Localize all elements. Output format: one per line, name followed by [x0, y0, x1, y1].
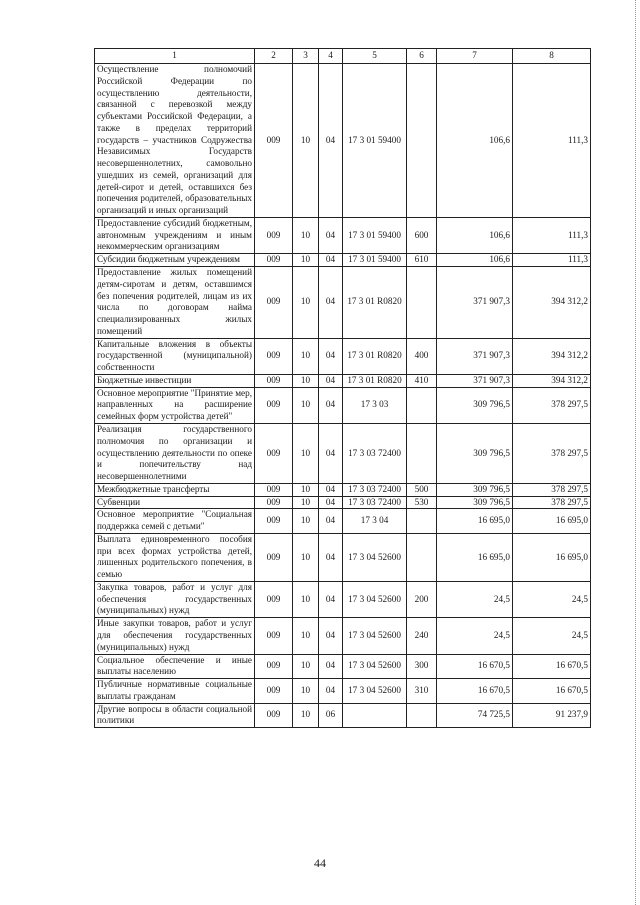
target-article-cell: 17 3 04 52600 — [343, 618, 407, 654]
amount-year2-cell: 111,3 — [513, 254, 591, 267]
target-article-cell: 17 3 04 52600 — [343, 654, 407, 679]
amount-year1-cell: 16 695,0 — [437, 533, 513, 581]
ministry-code-cell: 009 — [255, 618, 293, 654]
amount-year2-cell: 16 670,5 — [513, 654, 591, 679]
amount-year2-cell: 16 695,0 — [513, 509, 591, 534]
subsection-code-cell: 04 — [319, 423, 343, 483]
expense-type-cell: 300 — [407, 654, 437, 679]
target-article-cell: 17 3 03 — [343, 387, 407, 423]
target-article-cell: 17 3 01 59400 — [343, 254, 407, 267]
subsection-code-cell: 04 — [319, 533, 343, 581]
subsection-code-cell: 04 — [319, 217, 343, 253]
subsection-code-cell: 04 — [319, 374, 343, 387]
expense-type-cell: 610 — [407, 254, 437, 267]
row-name-cell: Межбюджетные трансферты — [95, 483, 255, 496]
ministry-code-cell: 009 — [255, 496, 293, 509]
subsection-code-cell: 04 — [319, 654, 343, 679]
column-header: 8 — [513, 49, 591, 64]
table-row — [95, 618, 591, 654]
target-article-cell: 17 3 04 — [343, 509, 407, 534]
expense-type-cell — [407, 423, 437, 483]
amount-year2-cell: 16 695,0 — [513, 533, 591, 581]
amount-year1-cell: 106,6 — [437, 217, 513, 253]
ministry-code-cell: 009 — [255, 374, 293, 387]
row-name-cell: Основное мероприятие "Принятие мер, направленных на расширение семейных форм устройства детей" — [95, 387, 255, 423]
page-edge — [635, 0, 636, 905]
target-article-cell: 17 3 01 59400 — [343, 217, 407, 253]
amount-year1-cell: 309 796,5 — [437, 423, 513, 483]
target-article-cell: 17 3 01 R0820 — [343, 374, 407, 387]
expense-type-cell: 240 — [407, 618, 437, 654]
subsection-code-cell: 04 — [319, 387, 343, 423]
section-code-cell: 10 — [293, 267, 319, 339]
page-number: 44 — [314, 856, 326, 870]
table-row — [95, 254, 591, 267]
amount-year2-cell: 394 312,2 — [513, 374, 591, 387]
target-article-cell: 17 3 03 72400 — [343, 496, 407, 509]
ministry-code-cell: 009 — [255, 703, 293, 728]
subsection-code-cell: 04 — [319, 509, 343, 534]
section-code-cell: 10 — [293, 703, 319, 728]
amount-year1-cell: 24,5 — [437, 618, 513, 654]
section-code-cell: 10 — [293, 338, 319, 374]
section-code-cell: 10 — [293, 217, 319, 253]
table-row — [95, 64, 591, 218]
column-header: 2 — [255, 49, 293, 64]
amount-year2-cell: 111,3 — [513, 64, 591, 218]
table-row — [95, 267, 591, 339]
amount-year1-cell: 24,5 — [437, 581, 513, 617]
section-code-cell: 10 — [293, 387, 319, 423]
ministry-code-cell: 009 — [255, 387, 293, 423]
column-header: 1 — [95, 49, 255, 64]
table-row — [95, 423, 591, 483]
table-body — [95, 64, 591, 728]
expense-type-cell: 400 — [407, 338, 437, 374]
table-row — [95, 374, 591, 387]
table-row — [95, 338, 591, 374]
row-name-cell: Субвенции — [95, 496, 255, 509]
section-code-cell: 10 — [293, 509, 319, 534]
amount-year1-cell: 16 695,0 — [437, 509, 513, 534]
section-code-cell: 10 — [293, 64, 319, 218]
row-name-cell: Социальное обеспечение и иные выплаты населению — [95, 654, 255, 679]
row-name-cell: Капитальные вложения в объекты государственной (муниципальной) собственности — [95, 338, 255, 374]
amount-year2-cell: 394 312,2 — [513, 267, 591, 339]
subsection-code-cell: 04 — [319, 581, 343, 617]
row-name-cell: Реализация государственного полномочия по организации и осуществлению деятельности по опеке и попечительству над несовершеннолетними — [95, 423, 255, 483]
subsection-code-cell: 06 — [319, 703, 343, 728]
table-header-row — [95, 49, 591, 64]
amount-year2-cell: 378 297,5 — [513, 423, 591, 483]
column-header: 6 — [407, 49, 437, 64]
amount-year1-cell: 309 796,5 — [437, 496, 513, 509]
expense-type-cell — [407, 509, 437, 534]
target-article-cell: 17 3 04 52600 — [343, 581, 407, 617]
table-row — [95, 654, 591, 679]
target-article-cell — [343, 703, 407, 728]
row-name-cell: Субсидии бюджетным учреждениям — [95, 254, 255, 267]
amount-year1-cell: 371 907,3 — [437, 267, 513, 339]
amount-year2-cell: 24,5 — [513, 581, 591, 617]
expense-type-cell: 500 — [407, 483, 437, 496]
section-code-cell: 10 — [293, 423, 319, 483]
row-name-cell: Основное мероприятие "Социальная поддержка семей с детьми" — [95, 509, 255, 534]
amount-year1-cell: 371 907,3 — [437, 374, 513, 387]
row-name-cell: Другие вопросы в области социальной политики — [95, 703, 255, 728]
section-code-cell: 10 — [293, 654, 319, 679]
amount-year2-cell: 24,5 — [513, 618, 591, 654]
amount-year2-cell: 378 297,5 — [513, 483, 591, 496]
ministry-code-cell: 009 — [255, 338, 293, 374]
subsection-code-cell: 04 — [319, 618, 343, 654]
amount-year2-cell: 91 237,9 — [513, 703, 591, 728]
column-header: 7 — [437, 49, 513, 64]
section-code-cell: 10 — [293, 483, 319, 496]
subsection-code-cell: 04 — [319, 338, 343, 374]
ministry-code-cell: 009 — [255, 267, 293, 339]
row-name-cell: Предоставление жилых помещений детям-сиротам и детям, оставшимся без попечения родителей, лицам из их числа по договорам найма специализированных жилых помещений — [95, 267, 255, 339]
expense-type-cell — [407, 387, 437, 423]
column-header: 3 — [293, 49, 319, 64]
ministry-code-cell: 009 — [255, 217, 293, 253]
table-row — [95, 387, 591, 423]
amount-year1-cell: 371 907,3 — [437, 338, 513, 374]
target-article-cell: 17 3 04 52600 — [343, 533, 407, 581]
target-article-cell: 17 3 03 72400 — [343, 483, 407, 496]
expense-type-cell: 600 — [407, 217, 437, 253]
row-name-cell: Выплата единовременного пособия при всех формах устройства детей, лишенных родительского попечения, в семью — [95, 533, 255, 581]
subsection-code-cell: 04 — [319, 679, 343, 704]
amount-year1-cell: 106,6 — [437, 254, 513, 267]
row-name-cell: Иные закупки товаров, работ и услуг для обеспечения государственных (муниципальных) нужд — [95, 618, 255, 654]
table-row — [95, 581, 591, 617]
row-name-cell: Бюджетные инвестиции — [95, 374, 255, 387]
amount-year1-cell: 16 670,5 — [437, 679, 513, 704]
row-name-cell: Закупка товаров, работ и услуг для обеспечения государственных (муниципальных) нужд — [95, 581, 255, 617]
amount-year1-cell: 309 796,5 — [437, 387, 513, 423]
section-code-cell: 10 — [293, 679, 319, 704]
ministry-code-cell: 009 — [255, 533, 293, 581]
target-article-cell: 17 3 03 72400 — [343, 423, 407, 483]
section-code-cell: 10 — [293, 496, 319, 509]
table-row — [95, 217, 591, 253]
ministry-code-cell: 009 — [255, 254, 293, 267]
ministry-code-cell: 009 — [255, 654, 293, 679]
ministry-code-cell: 009 — [255, 423, 293, 483]
subsection-code-cell: 04 — [319, 496, 343, 509]
expense-type-cell — [407, 533, 437, 581]
expense-type-cell: 530 — [407, 496, 437, 509]
amount-year1-cell: 74 725,5 — [437, 703, 513, 728]
table-row — [95, 496, 591, 509]
column-header: 5 — [343, 49, 407, 64]
target-article-cell: 17 3 01 R0820 — [343, 338, 407, 374]
section-code-cell: 10 — [293, 374, 319, 387]
table-row — [95, 679, 591, 704]
column-header: 4 — [319, 49, 343, 64]
subsection-code-cell: 04 — [319, 483, 343, 496]
row-name-cell: Осуществление полномочий Российской Федерации по осуществлению деятельности, связанной с перевозкой между субъектами Российской Федерации, а также в пределах территорий государств – участников Содружества Независимых Государств несовершеннолетних, самовольно ушедших из семей, организаций для детей-сирот и детей, оставшихся без попечения родителей, образовательных организаций и иных организаций — [95, 64, 255, 218]
amount-year2-cell: 378 297,5 — [513, 496, 591, 509]
ministry-code-cell: 009 — [255, 581, 293, 617]
section-code-cell: 10 — [293, 533, 319, 581]
amount-year1-cell: 16 670,5 — [437, 654, 513, 679]
row-name-cell: Предоставление субсидий бюджетным, автономным учреждениям и иным некоммерческим организациям — [95, 217, 255, 253]
expense-type-cell — [407, 64, 437, 218]
amount-year2-cell: 111,3 — [513, 217, 591, 253]
ministry-code-cell: 009 — [255, 64, 293, 218]
table-row — [95, 509, 591, 534]
section-code-cell: 10 — [293, 254, 319, 267]
section-code-cell: 10 — [293, 581, 319, 617]
target-article-cell: 17 3 04 52600 — [343, 679, 407, 704]
subsection-code-cell: 04 — [319, 254, 343, 267]
table-row — [95, 703, 591, 728]
expense-type-cell — [407, 703, 437, 728]
subsection-code-cell: 04 — [319, 267, 343, 339]
amount-year2-cell: 378 297,5 — [513, 387, 591, 423]
ministry-code-cell: 009 — [255, 509, 293, 534]
subsection-code-cell: 04 — [319, 64, 343, 218]
amount-year2-cell: 394 312,2 — [513, 338, 591, 374]
amount-year1-cell: 106,6 — [437, 64, 513, 218]
ministry-code-cell: 009 — [255, 483, 293, 496]
amount-year1-cell: 309 796,5 — [437, 483, 513, 496]
expense-type-cell: 200 — [407, 581, 437, 617]
section-code-cell: 10 — [293, 618, 319, 654]
amount-year2-cell: 16 670,5 — [513, 679, 591, 704]
table-row — [95, 483, 591, 496]
target-article-cell: 17 3 01 R0820 — [343, 267, 407, 339]
expense-type-cell — [407, 267, 437, 339]
table-row — [95, 533, 591, 581]
budget-table — [94, 48, 591, 728]
ministry-code-cell: 009 — [255, 679, 293, 704]
expense-type-cell: 310 — [407, 679, 437, 704]
expense-type-cell: 410 — [407, 374, 437, 387]
row-name-cell: Публичные нормативные социальные выплаты гражданам — [95, 679, 255, 704]
target-article-cell: 17 3 01 59400 — [343, 64, 407, 218]
